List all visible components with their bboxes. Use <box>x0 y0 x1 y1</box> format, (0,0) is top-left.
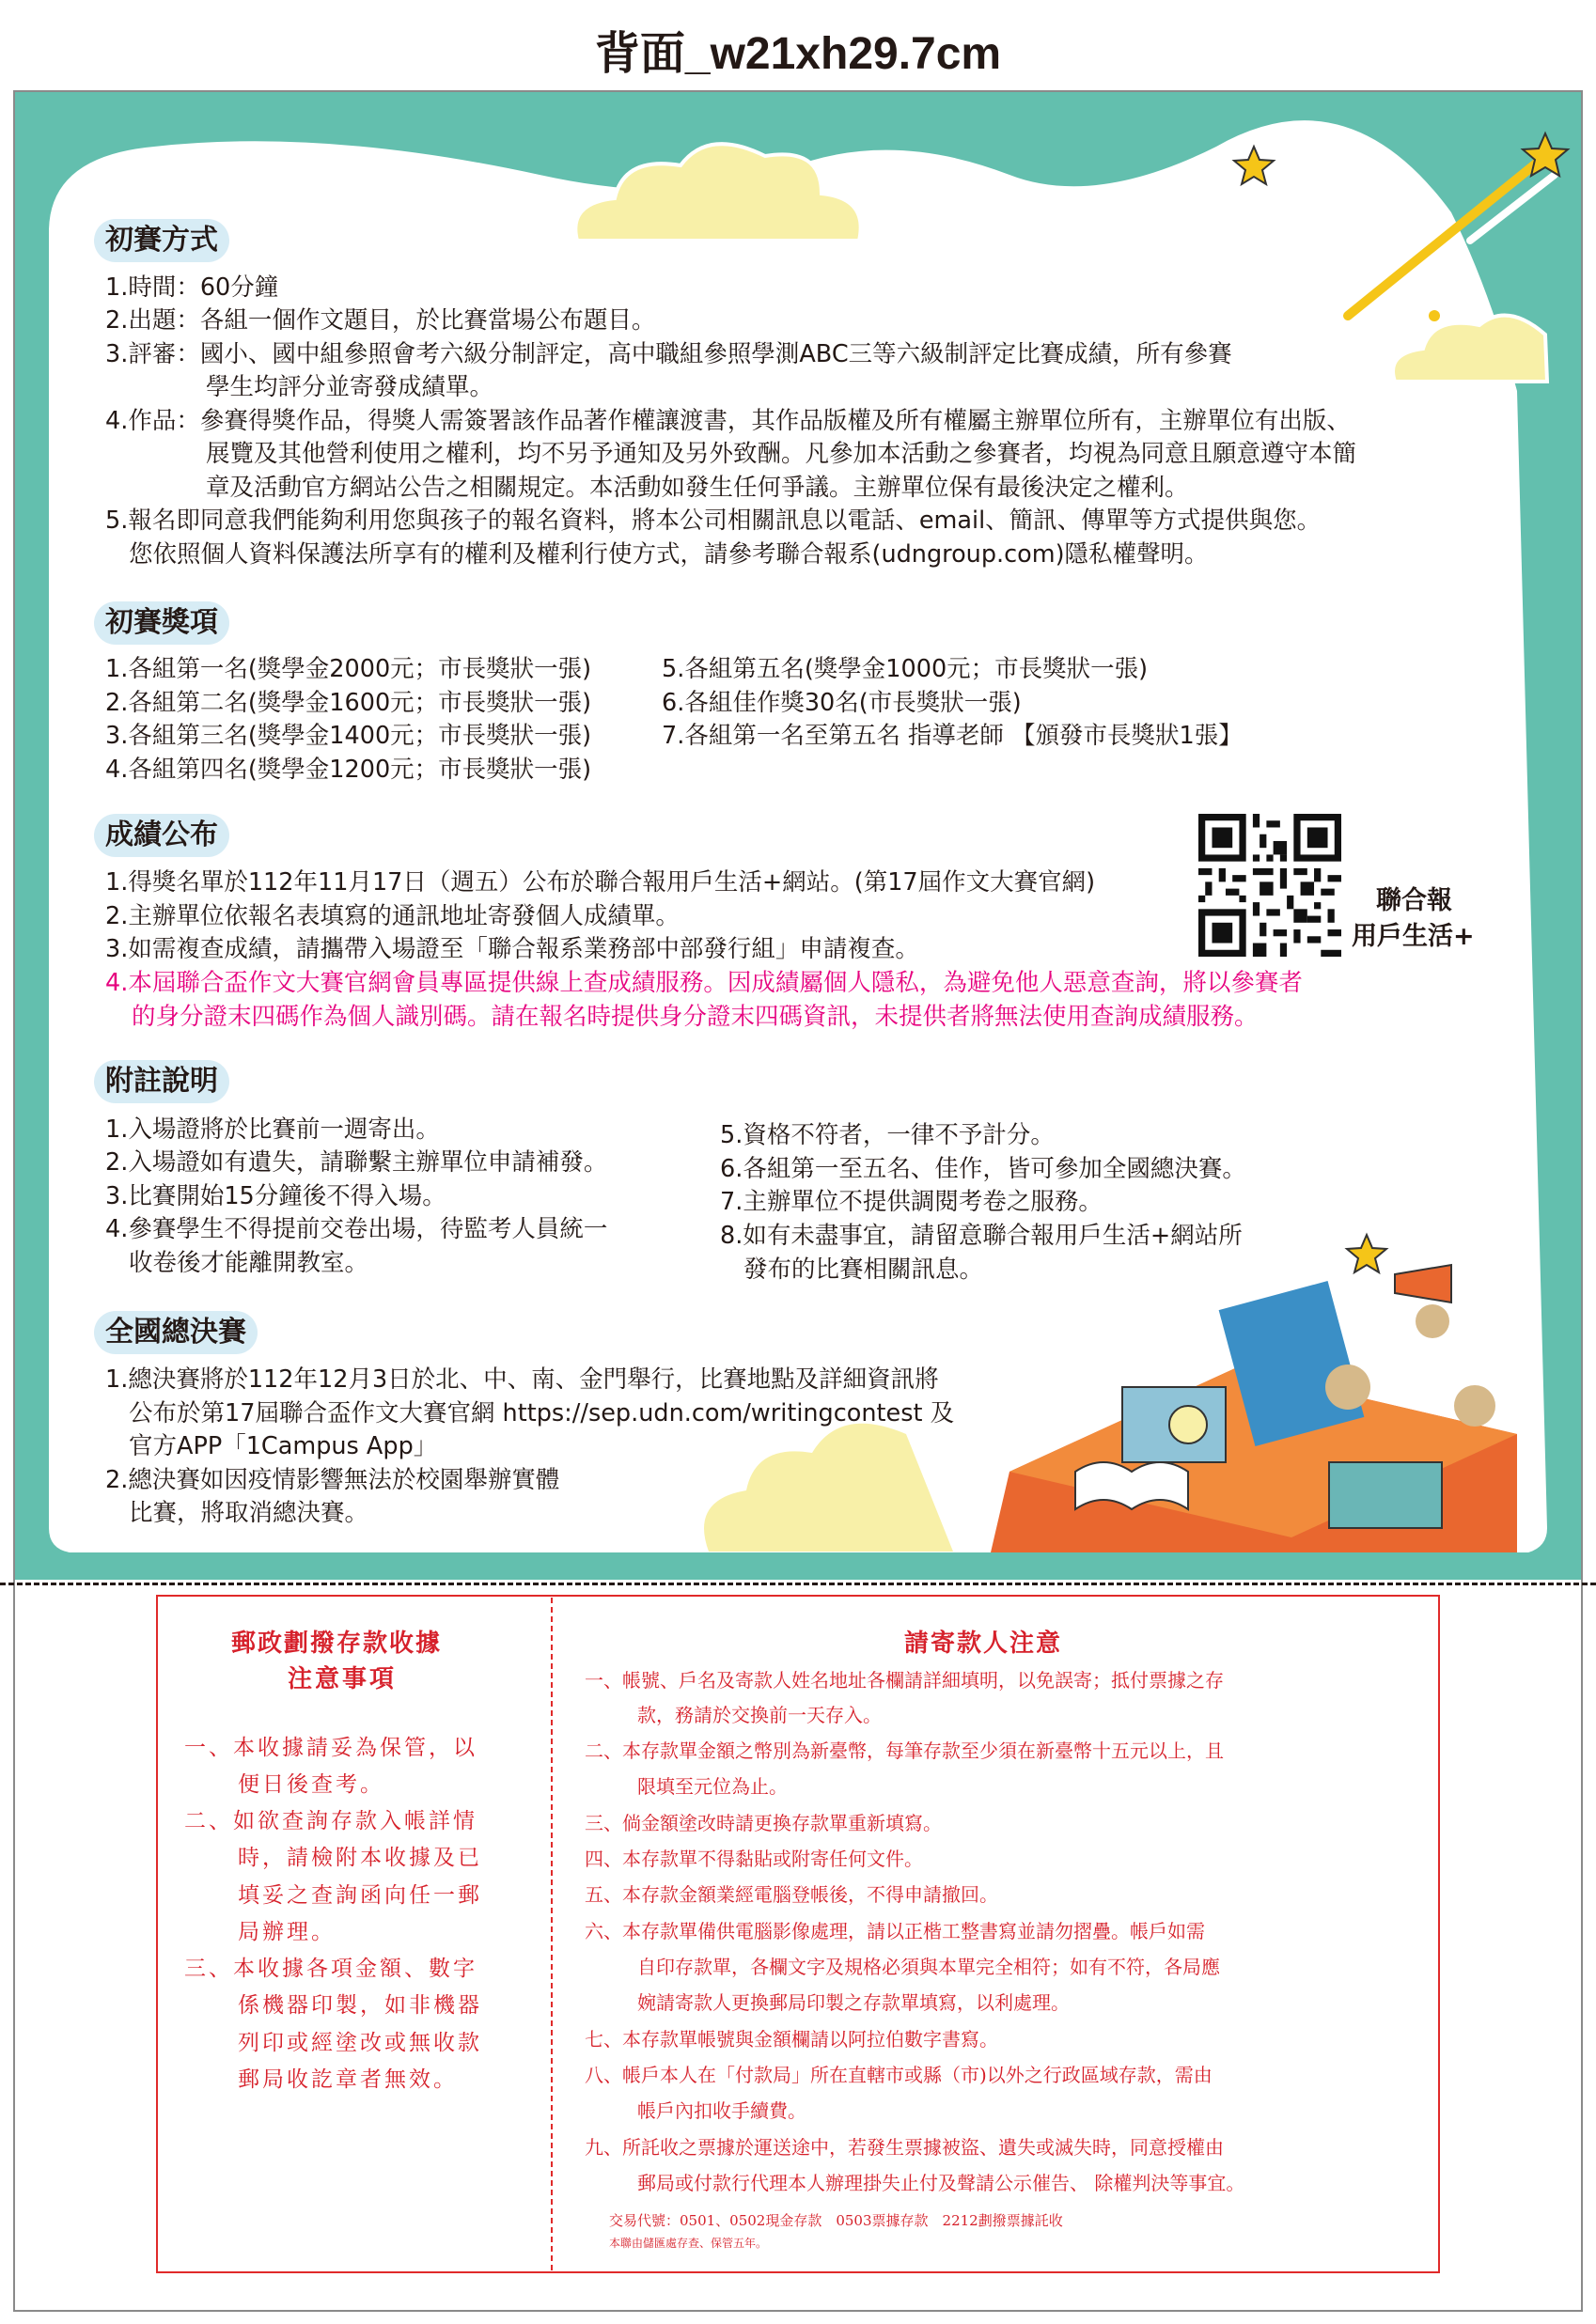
prelim-method-line: 4.作品：參賽得獎作品，得獎人需簽署該作品著作權讓渡書，其作品版權及所有權屬主辦單位所有，主辦單位有出版、 <box>105 407 1351 435</box>
finals-line: 1.總決賽將於112年12月3日於北、中、南、金門舉行，比賽地點及詳細資訊將 <box>105 1365 939 1394</box>
depositor-line: 九、所託收之票據於運送途中，若發生票據被盜、遺失或滅失時，同意授權由 <box>585 2136 1224 2159</box>
finals-line: 官方APP「1Campus App」 <box>129 1432 438 1460</box>
depositor-line: 四、本存款單不得黏貼或附寄任何文件。 <box>585 1848 923 1870</box>
section-heading-prelim-method: 初賽方式 <box>94 219 229 262</box>
finals-line: 比賽，將取消總決賽。 <box>129 1499 369 1527</box>
notes-line: 3.比賽開始15分鐘後不得入場。 <box>105 1182 446 1210</box>
depositor-title: 請寄款人注意 <box>904 1630 1063 1658</box>
notes-line: 5.資格不符者，一律不予計分。 <box>720 1121 1055 1149</box>
depositor-line: 郵局或付款行代理本人辦理掛失止付及聲請公示催告、 除權判決等事宜。 <box>637 2172 1245 2194</box>
prelim-method-line: 3.評審：國小、國中組參照會考六級分制評定，高中職組參照學測ABC三等六級制評定比賽成績，所有參賽 <box>105 340 1232 368</box>
depositor-line: 一、帳號、戶名及寄款人姓名地址各欄請詳細填明，以免誤寄；抵付票據之存 <box>585 1669 1224 1692</box>
award-line: 4.各組第四名(獎學金1200元；市長獎狀一張) <box>105 756 592 784</box>
receipt-subtitle: 注意事項 <box>288 1665 398 1693</box>
prelim-method-line: 章及活動官方網站公告之相關規定。本活動如發生任何爭議。主辦單位保有最後決定之權利。 <box>206 474 1189 502</box>
section-heading-finals: 全國總決賽 <box>94 1311 258 1354</box>
section-heading-prelim-awards: 初賽獎項 <box>94 601 229 645</box>
results-line: 1.得獎名單於112年11月17日（週五）公布於聯合報用戶生活+網站。(第17屆作文大賽官網) <box>105 868 1096 897</box>
notes-line: 2.入場證如有遺失，請聯繫主辦單位申請補發。 <box>105 1148 608 1177</box>
qr-label: 用戶生活+ <box>1352 922 1475 951</box>
depositor-line: 自印存款單，各欄文字及規格必須與本單完全相符；如有不符，各局應 <box>637 1956 1220 1978</box>
receipt-line: 時，請檢附本收據及已 <box>238 1846 482 1870</box>
award-line: 1.各組第一名(獎學金2000元；市長獎狀一張) <box>105 655 592 683</box>
award-line: 5.各組第五名(獎學金1000元；市長獎狀一張) <box>662 655 1149 683</box>
results-pink-line: 4.本屆聯合盃作文大賽官網會員專區提供線上查成績服務。因成績屬個人隱私，為避免他人惡意查詢，將以參賽者 <box>105 969 1303 997</box>
results-line: 2.主辦單位依報名表填寫的通訊地址寄發個人成績單。 <box>105 902 680 930</box>
prelim-method-line: 您依照個人資料保護法所享有的權利及權利行使方式，請參考聯合報系(udngroup.com)隱私權聲明。 <box>129 540 1209 569</box>
depositor-line: 款，務請於交換前一天存入。 <box>637 1704 882 1726</box>
receipt-line: 三、本收據各項金額、數字 <box>184 1957 477 1981</box>
notes-line: 4.參賽學生不得提前交卷出場，待監考人員統一 <box>105 1215 608 1243</box>
prelim-method-line: 1.時間：60分鐘 <box>105 273 279 302</box>
results-pink-line: 的身分證末四碼作為個人識別碼。請在報名時提供身分證末四碼資訊，未提供者將無法使用查詢成績服務。 <box>132 1003 1259 1031</box>
prelim-method-line: 2.出題：各組一個作文題目，於比賽當場公布題目。 <box>105 306 656 335</box>
depositor-line: 七、本存款單帳號與金額欄請以阿拉伯數字書寫。 <box>585 2028 998 2051</box>
depositor-line: 婉請寄款人更換郵局印製之存款單填寫，以利處理。 <box>637 1991 1070 2014</box>
award-line: 6.各組佳作獎30名(市長獎狀一張) <box>662 689 1022 717</box>
notes-line: 收卷後才能離開教室。 <box>129 1249 369 1277</box>
page-title: 背面_w21xh29.7cm <box>594 29 1002 79</box>
receipt-line: 郵局收訖章者無效。 <box>238 2067 458 2092</box>
receipt-line: 係機器印製，如非機器 <box>238 1993 482 2018</box>
prelim-method-line: 學生均評分並寄發成績單。 <box>206 373 494 401</box>
notes-line: 8.如有未盡事宜，請留意聯合報用戶生活+網站所 <box>720 1222 1243 1250</box>
receipt-title: 郵政劃撥存款收據 <box>231 1630 443 1658</box>
results-line: 3.如需複查成績，請攜帶入場證至「聯合報系業務部中部發行組」申請複查。 <box>105 935 919 963</box>
depositor-line: 八、帳戶本人在「付款局」所在直轄市或縣（市)以外之行政區域存款，需由 <box>585 2064 1213 2086</box>
notes-line: 1.入場證將於比賽前一週寄出。 <box>105 1115 440 1144</box>
transaction-codes: 交易代號：0501、0502現金存款 0503票據存款 2212劃撥票據託收 <box>609 2212 1063 2229</box>
prelim-method-line: 5.報名即同意我們能夠利用您與孩子的報名資料，將本公司相關訊息以電話、email、簡訊、傳單等方式提供與您。 <box>105 507 1322 535</box>
finals-line: 公布於第17屆聯合盃作文大賽官網 https://sep.udn.com/writingcontest 及 <box>129 1399 955 1427</box>
qr-label: 聯合報 <box>1376 886 1452 915</box>
notes-line: 7.主辦單位不提供調閱考卷之服務。 <box>720 1188 1103 1216</box>
section-heading-notes: 附註說明 <box>94 1060 229 1103</box>
depositor-line: 五、本存款金額業經電腦登帳後，不得申請撤回。 <box>585 1883 998 1906</box>
award-line: 3.各組第三名(獎學金1400元；市長獎狀一張) <box>105 722 592 750</box>
notes-line: 6.各組第一至五名、佳作，皆可參加全國總決賽。 <box>720 1155 1246 1183</box>
depositor-line: 限填至元位為止。 <box>637 1775 788 1798</box>
notes-line: 發布的比賽相關訊息。 <box>743 1256 984 1284</box>
receipt-line: 局辦理。 <box>238 1920 336 1944</box>
depositor-line: 六、本存款單備供電腦影像處理，請以正楷工整書寫並請勿摺疊。帳戶如需 <box>585 1920 1205 1942</box>
cloud-top <box>575 144 860 241</box>
form-divider <box>551 1598 553 2270</box>
receipt-line: 便日後查考。 <box>238 1772 384 1797</box>
award-line: 2.各組第二名(獎學金1600元；市長獎狀一張) <box>105 689 592 717</box>
receipt-line: 一、本收據請妥為保管，以 <box>184 1736 477 1760</box>
cut-line <box>0 1583 1596 1585</box>
finals-line: 2.總決賽如因疫情影響無法於校園舉辦實體 <box>105 1466 560 1494</box>
receipt-line: 列印或經塗改或無收款 <box>238 2031 482 2055</box>
section-heading-results: 成績公布 <box>94 814 229 857</box>
depositor-line: 帳戶內扣收手續費。 <box>637 2099 806 2122</box>
qr-code-icon[interactable] <box>1198 814 1341 957</box>
receipt-line: 二、如欲查詢存款入帳詳情 <box>184 1809 477 1833</box>
receipt-line: 填妥之查詢函向任一郵 <box>238 1883 482 1908</box>
prelim-method-line: 展覽及其他營利使用之權利，均不另予通知及另外致酬。凡參加本活動之參賽者，均視為同意且願意遵守本簡 <box>206 440 1357 468</box>
award-line: 7.各組第一名至第五名 指導老師 【頒發市長獎狀1張】 <box>662 722 1243 750</box>
footnote: 本聯由儲匯處存查、保管五年。 <box>609 2237 768 2250</box>
depositor-line: 二、本存款單金額之幣別為新臺幣，每筆存款至少須在新臺幣十五元以上，且 <box>585 1739 1224 1762</box>
depositor-line: 三、倘金額塗改時請更換存款單重新填寫。 <box>585 1812 942 1834</box>
